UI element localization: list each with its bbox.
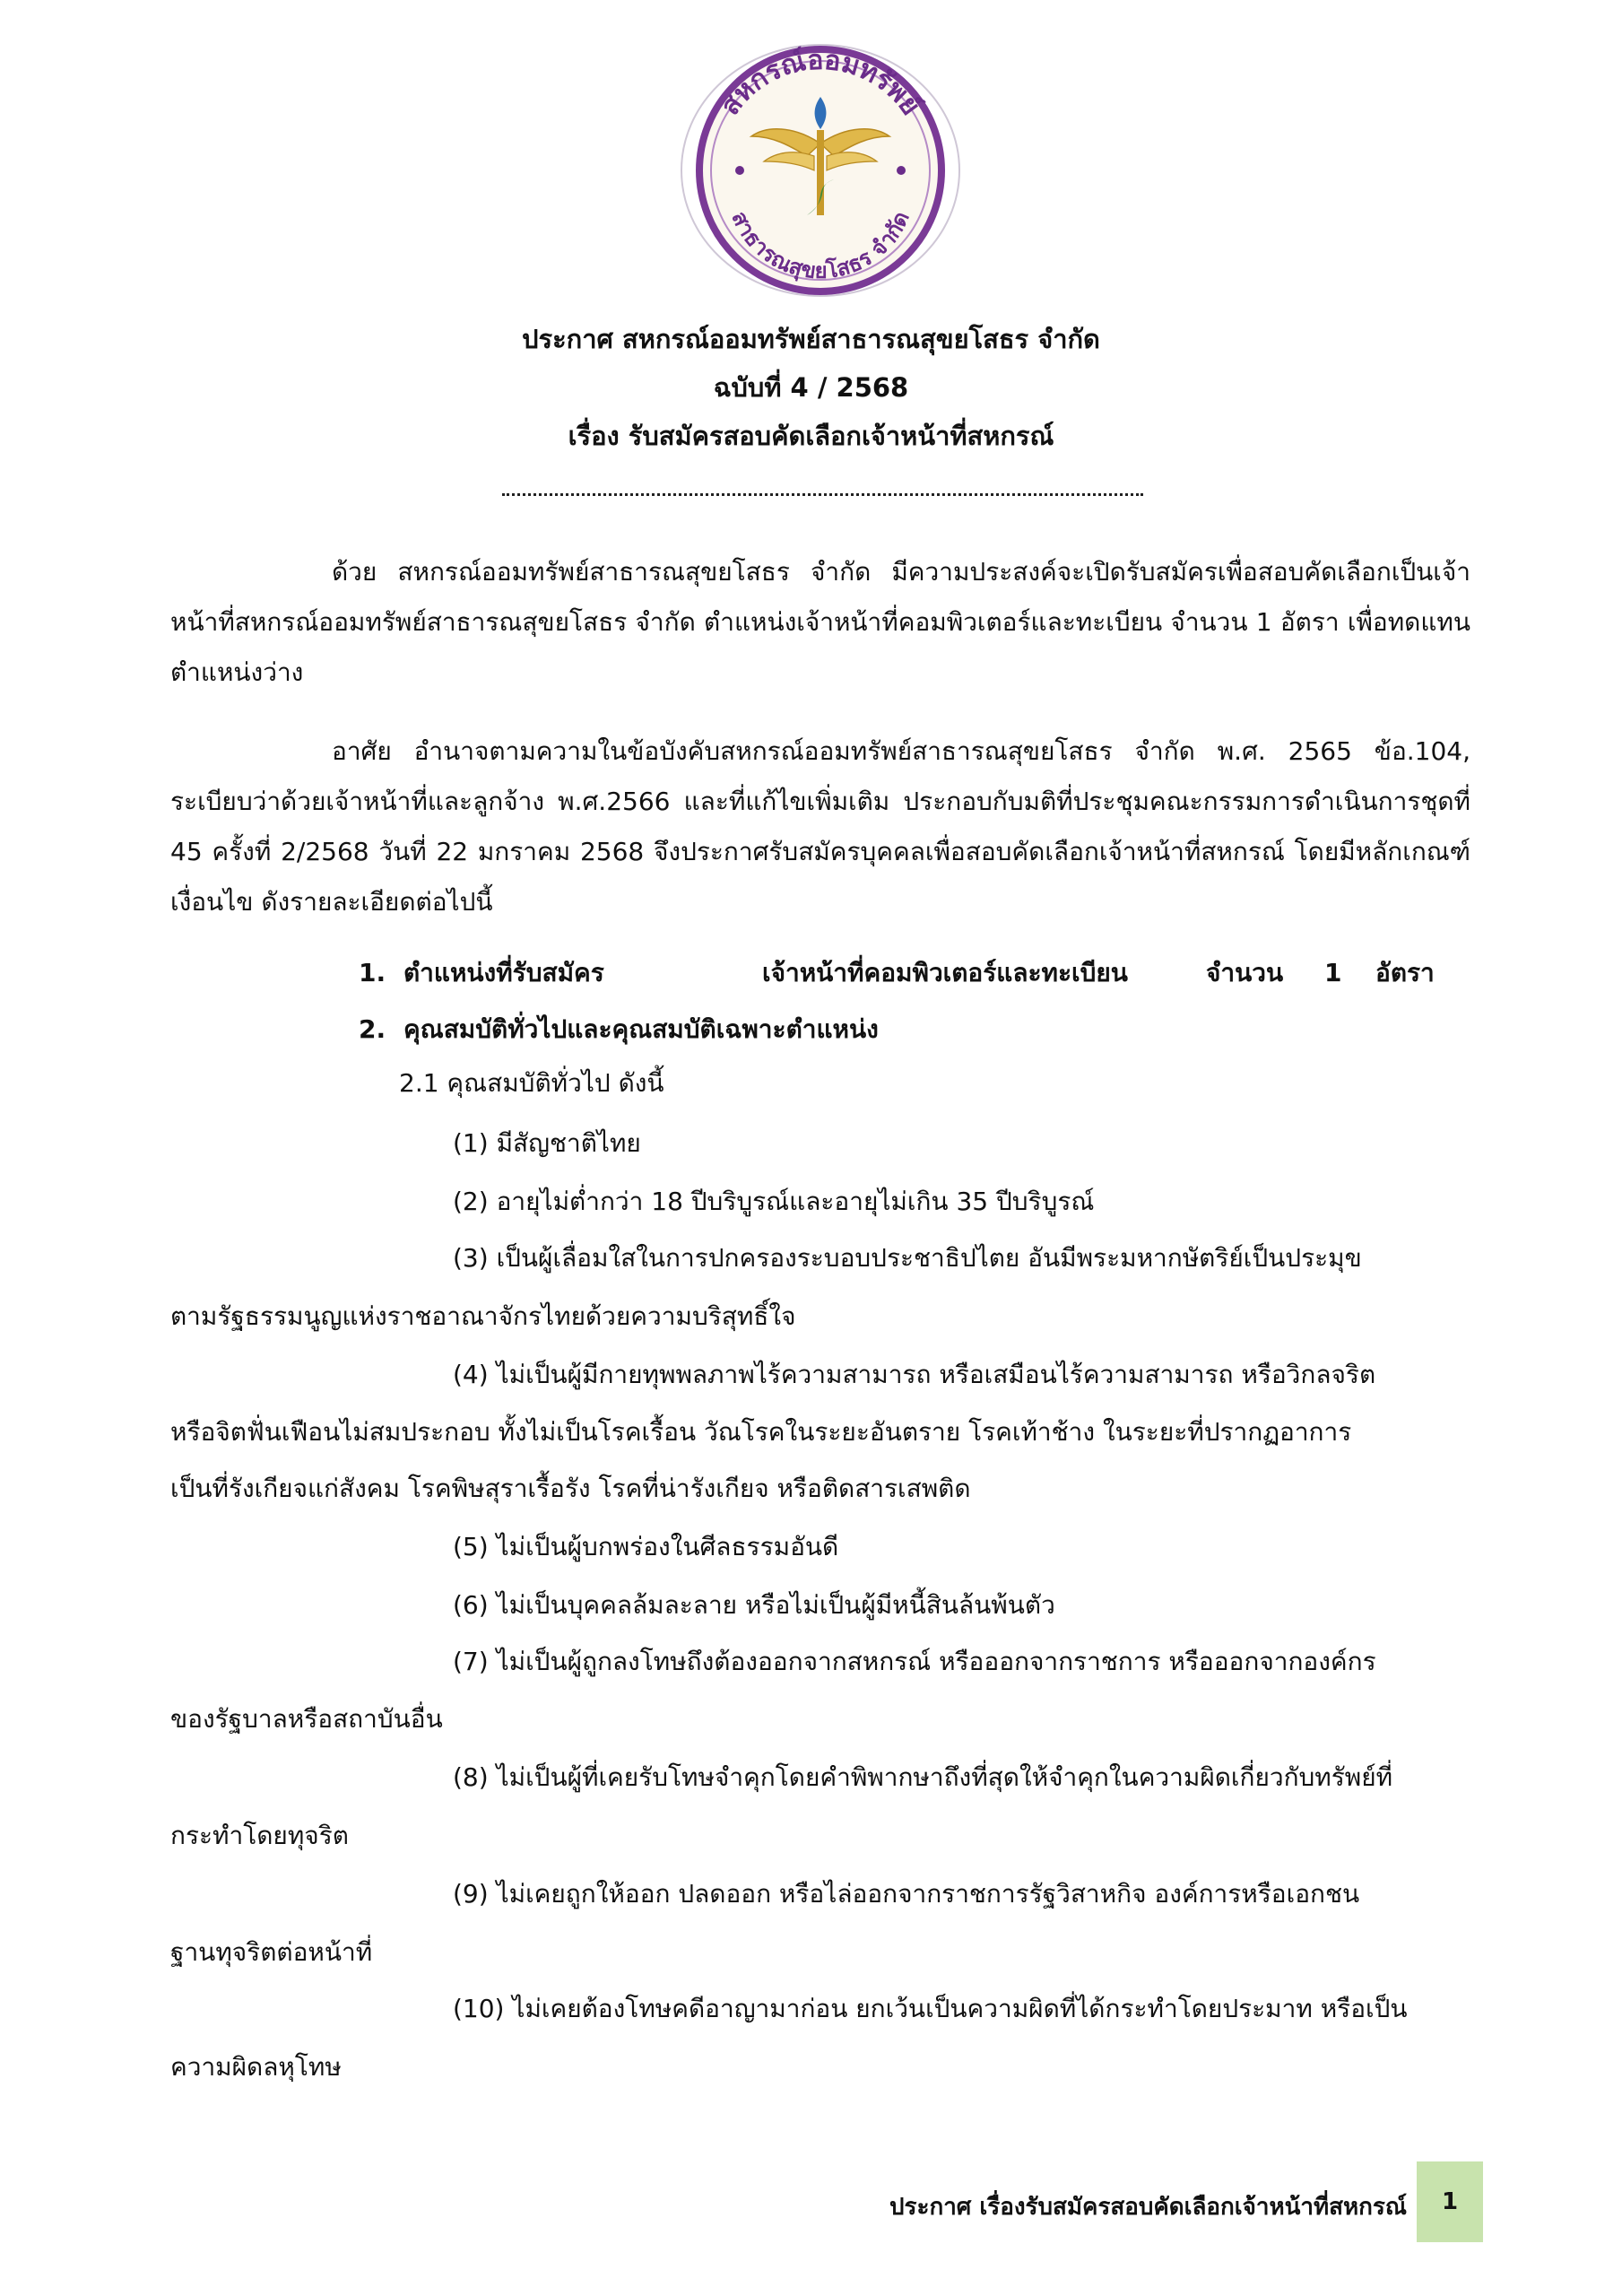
logo-text-bottom: สาธารณสุขยโสธร จำกัด	[726, 207, 915, 284]
logo-text-top: สหกรณ์ออมทรัพย์	[714, 44, 927, 122]
qualification-item-5: (5) ไม่เป็นผู้บกพร่องในศีลธรรมอันดี	[453, 1532, 839, 1561]
footer-title: ประกาศ เรื่องรับสมัครสอบคัดเลือกเจ้าหน้าที่สหกรณ์	[889, 2194, 1407, 2221]
subsection-2-1: 2.1 คุณสมบัติทั่วไป ดังนี้	[399, 1068, 664, 1098]
section-1-position: เจ้าหน้าที่คอมพิวเตอร์และทะเบียน	[762, 958, 1128, 987]
qualification-item-9-cont: ฐานทุจริตต่อหน้าที่	[170, 1937, 373, 1967]
section-2-label: คุณสมบัติทั่วไปและคุณสมบัติเฉพาะตำแหน่ง	[403, 1014, 879, 1044]
announcement-title: ประกาศ สหกรณ์ออมทรัพย์สาธารณสุขยโสธร จำกัด	[522, 324, 1100, 354]
qualification-item-3-cont: ตามรัฐธรรมนูญแห่งราชอาณาจักรไทยด้วยความบริสุทธิ์ใจ	[170, 1301, 796, 1331]
qualification-item-10: (10) ไม่เคยต้องโทษคดีอาญามาก่อน ยกเว้นเป็นความผิดที่ได้กระทำโดยประมาท หรือเป็น	[453, 1994, 1408, 2023]
announcement-subject: เรื่อง รับสมัครสอบคัดเลือกเจ้าหน้าที่สหกรณ์	[568, 421, 1054, 451]
section-1-count: 1	[1324, 958, 1342, 987]
section-1-label: ตำแหน่งที่รับสมัคร	[403, 958, 604, 987]
section-1-number: 1.	[359, 958, 386, 987]
announcement-number: ฉบับที่ 4 / 2568	[713, 372, 909, 403]
qualification-item-6: (6) ไม่เป็นบุคคลล้มละลาย หรือไม่เป็นผู้มีหนี้สินล้นพ้นตัว	[453, 1590, 1055, 1620]
qualification-item-4-cont-1: หรือจิตฟั่นเฟือนไม่สมประกอบ ทั้งไม่เป็นโรคเรื้อน วัณโรคในระยะอันตราย โรคเท้าช้าง ในระยะที่ปรากฏอาการ	[170, 1417, 1352, 1447]
qualification-item-9: (9) ไม่เคยถูกให้ออก ปลดออก หรือไล่ออกจากราชการรัฐวิสาหกิจ องค์การหรือเอกชน	[453, 1879, 1360, 1909]
intro-paragraph-1: ด้วย สหกรณ์ออมทรัพย์สาธารณสุขยโสธร จำกัด มีความประสงค์จะเปิดรับสมัครเพื่อสอบคัดเลือกเป็นเจ้าหน้าที่สหกรณ์ออมทรัพย์สาธารณสุขยโสธร จำกัด ตำแหน่งเจ้าหน้าที่คอมพิวเตอร์และทะเบียน จำนวน 1 อัตรา เพื่อทดแทนตำแหน่งว่าง	[170, 557, 1470, 687]
section-2-number: 2.	[359, 1014, 386, 1044]
intro-paragraph-2: อาศัย อำนาจตามความในข้อบังคับสหกรณ์ออมทรัพย์สาธารณสุขยโสธร จำกัด พ.ศ. 2565 ข้อ.104, ระเบียบว่าด้วยเจ้าหน้าที่และลูกจ้าง พ.ศ.2566 และที่แก้ไขเพิ่มเติม ประกอบกับมติที่ประชุมคณะกรรมการดำเนินการชุดที่ 45 ครั้งที่ 2/2568 วันที่ 22 มกราคม 2568 จึงประกาศรับสมัครบุคคลเพื่อสอบคัดเลือกเจ้าหน้าที่สหกรณ์ โดยมีหลักเกณฑ์ เงื่อนไข ดังรายละเอียดต่อไปนี้	[170, 736, 1470, 917]
qualification-item-7: (7) ไม่เป็นผู้ถูกลงโทษถึงต้องออกจากสหกรณ์ หรือออกจากราชการ หรือออกจากองค์กร	[453, 1647, 1376, 1676]
qualification-item-8-cont: กระทำโดยทุจริต	[170, 1821, 349, 1850]
qualification-item-2: (2) อายุไม่ต่ำกว่า 18 ปีบริบูรณ์และอายุไม่เกิน 35 ปีบริบูรณ์	[453, 1187, 1095, 1216]
section-1-count-label: จำนวน	[1206, 958, 1284, 987]
qualification-item-3: (3) เป็นผู้เลื่อมใสในการปกครองระบอบประชาธิปไตย อันมีพระมหากษัตริย์เป็นประมุข	[453, 1243, 1362, 1273]
section-1-unit: อัตรา	[1375, 958, 1435, 987]
qualification-item-1: (1) มีสัญชาติไทย	[453, 1128, 641, 1158]
qualification-item-8: (8) ไม่เป็นผู้ที่เคยรับโทษจำคุกโดยคำพิพากษาถึงที่สุดให้จำคุกในความผิดเกี่ยวกับทรัพย์ที่	[453, 1762, 1393, 1792]
qualification-item-4: (4) ไม่เป็นผู้มีกายทุพพลภาพไร้ความสามารถ หรือเสมือนไร้ความสามารถ หรือวิกลจริต	[453, 1360, 1376, 1389]
qualification-item-7-cont: ของรัฐบาลหรือสถาบันอื่น	[170, 1704, 443, 1734]
dotted-separator	[502, 490, 1143, 496]
qualification-item-4-cont-2: เป็นที่รังเกียจแก่สังคม โรคพิษสุราเรื้อรัง โรคที่น่ารังเกียจ หรือติดสารเสพติด	[170, 1474, 971, 1503]
page-number: 1	[1417, 2161, 1483, 2242]
cooperative-logo	[672, 36, 968, 305]
qualification-item-10-cont: ความผิดลหุโทษ	[170, 2052, 342, 2082]
